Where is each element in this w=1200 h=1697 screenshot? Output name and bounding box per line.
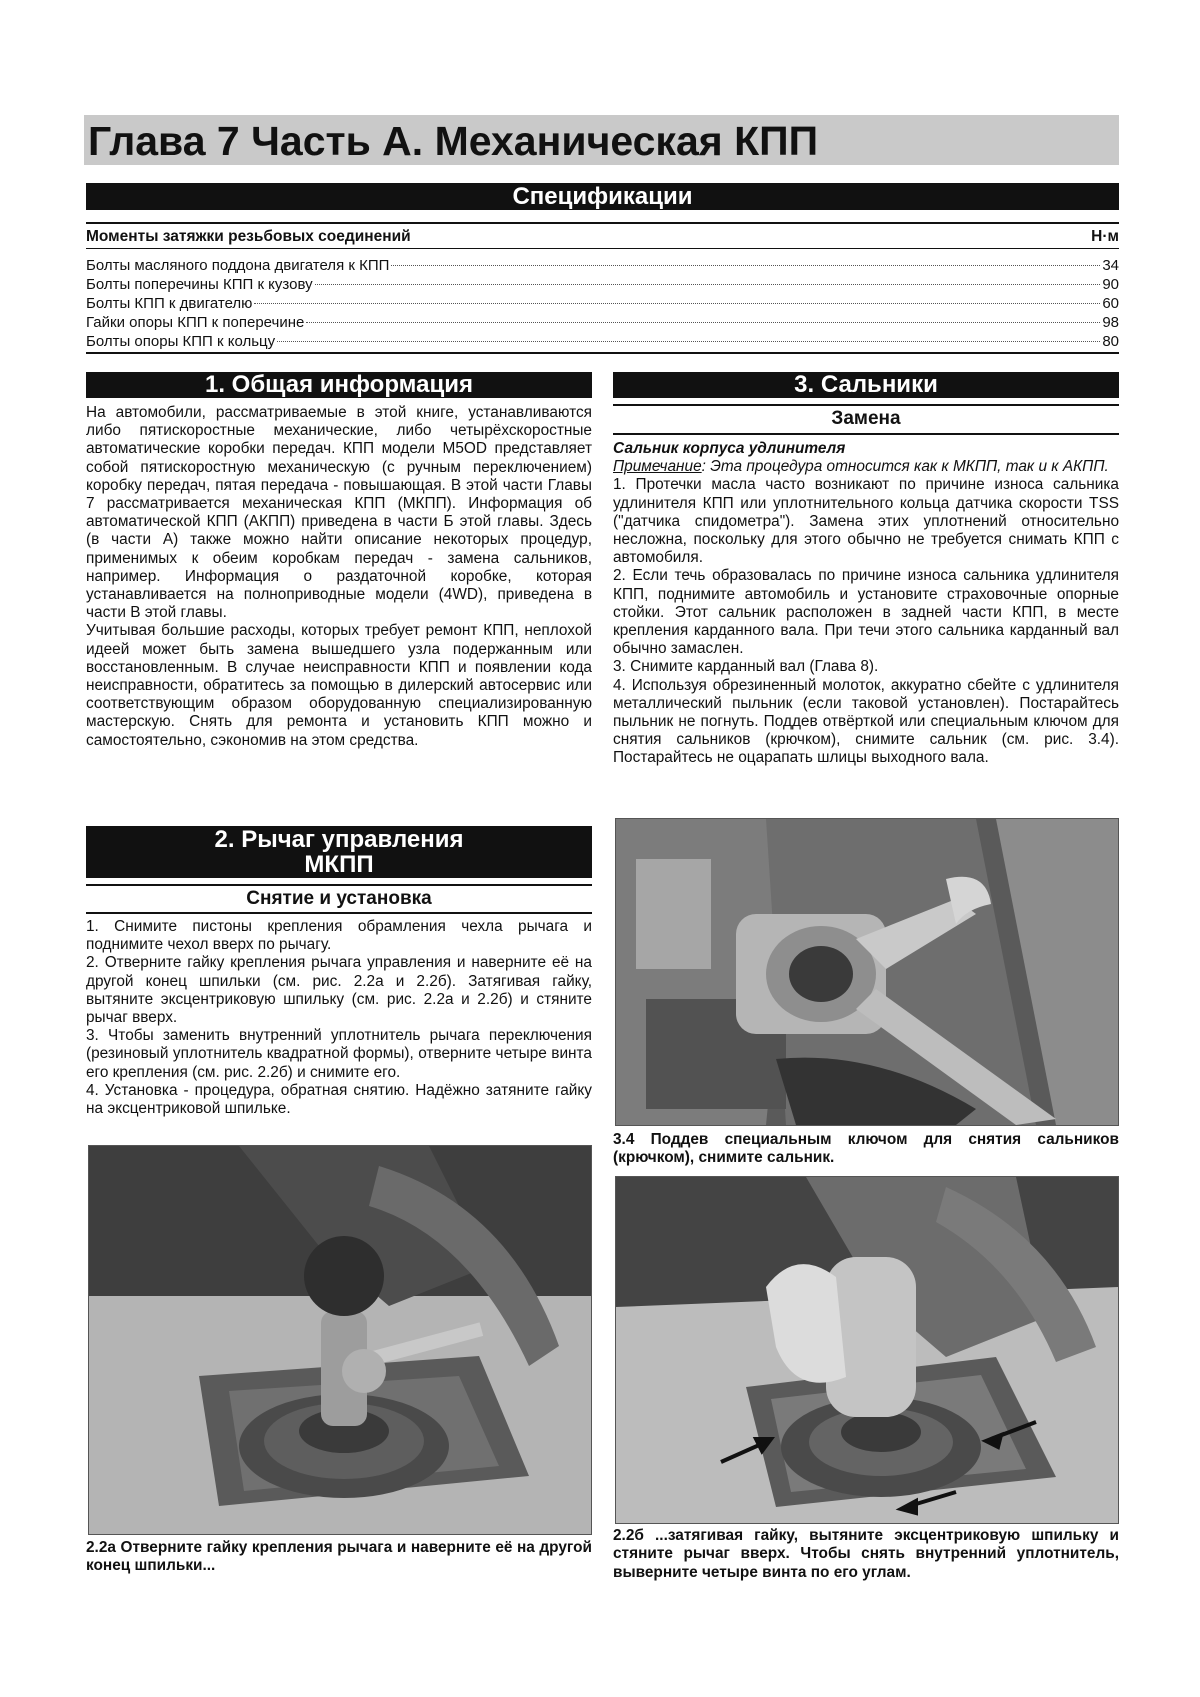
section3-step: 4. Используя обрезиненный молоток, аккуратно сбейте с удлинителя металлический пыльник (если таковой установлен). Постарайтесь пыльник не погнуть. Поддев отвёрткой или специальным ключом для снятия сальников (крючком), снимите сальник (см. рис. 3.4). Постарайтесь не оцарапать шлицы выходного вала. — [613, 676, 1119, 767]
section2-title-line2: МКПП — [304, 851, 374, 878]
specs-table-header — [86, 228, 1119, 249]
specs-row — [86, 294, 1119, 313]
section2-rule — [86, 884, 592, 886]
specs-row-label: Болты масляного поддона двигателя к КПП — [86, 257, 390, 274]
specs-row-value: 34 — [1102, 257, 1119, 274]
section2-title-bar — [86, 826, 592, 878]
section2-steps — [86, 918, 592, 1118]
section3-item-title: Сальник корпуса удлинителя — [613, 440, 846, 457]
section3-step: 2. Если течь образовалась по причине износа сальника удлинителя КПП, поднимите автомобиль и установите страховочные опорные стойки. Этот сальник расположен в задней части КПП, в месте крепления карданного вала. При течи этого сальника карданный вал обычно замаслен. — [613, 567, 1119, 658]
caption-2-2b: 2.2б ...затягивая гайку, вытяните эксцентриковую шпильку и стяните рычаг вверх. Чтобы снять внутренний уплотнитель, выверните четыре винта по его углам. — [613, 1527, 1119, 1581]
note-label: Примечание — [613, 458, 702, 476]
section3-text — [613, 440, 1119, 768]
section3-title: 3. Сальники — [794, 371, 938, 398]
section1-text — [86, 404, 592, 750]
photo-2-2b — [615, 1176, 1119, 1524]
specs-rule — [86, 222, 1119, 224]
section3-subtitle-rule — [613, 433, 1119, 435]
leader-dots — [391, 265, 1100, 266]
specs-row-label: Болты КПП к двигателю — [86, 295, 253, 312]
specs-header-label: Моменты затяжки резьбовых соединений — [86, 228, 411, 245]
section3-title-bar — [613, 372, 1119, 398]
specs-row — [86, 332, 1119, 351]
specs-bottom-rule — [86, 352, 1119, 354]
section1-title: 1. Общая информация — [205, 371, 473, 398]
specs-row — [86, 275, 1119, 294]
note-text: : Эта процедура относится как к МКПП, так и к АКПП. — [701, 458, 1109, 476]
specs-row-value: 60 — [1102, 295, 1119, 312]
photo-3-4 — [615, 818, 1119, 1126]
caption-2-2a: 2.2а Отверните гайку крепления рычага и наверните её на другой конец шпильки... — [86, 1539, 592, 1575]
specs-row-label: Болты опоры КПП к кольцу — [86, 333, 276, 350]
section2-subtitle-rule — [86, 912, 592, 914]
caption-3-4: 3.4 Поддев специальным ключом для снятия сальников (крючком), снимите сальник. — [613, 1131, 1119, 1167]
section2-step: 2. Отверните гайку крепления рычага управления и наверните её на другой конец шпильки (см. рис. 2.2а и 2.2б). Затягивая гайку, вытяните эксцентриковую шпильку (см. рис. 2.2а и 2.2б) и стяните рычаг вверх. — [86, 954, 592, 1027]
section3-step: 1. Протечки масла часто возникают по причине износа сальника удлинителя КПП или уплотнительного кольца датчика скорости TSS ("датчика спидометра"). Замена этих уплотнений относительно несложна, поскольку для этого обычно не требуется снимать КПП с автомобиля. — [613, 476, 1119, 567]
section2-title-line1: 2. Рычаг управления — [214, 826, 464, 853]
section2-step: 3. Чтобы заменить внутренний уплотнитель рычага переключения (резиновый уплотнитель квадратной формы), отверните четыре винта его крепления (см. рис. 2.2б) и снимите его. — [86, 1027, 592, 1081]
specs-row-value: 98 — [1102, 314, 1119, 331]
specs-row — [86, 313, 1119, 332]
specs-row-label: Болты поперечины КПП к кузову — [86, 276, 313, 293]
section1-title-bar — [86, 372, 592, 398]
chapter-title: Глава 7 Часть А. Механическая КПП — [84, 115, 1119, 165]
specs-header-unit: Н·м — [1091, 228, 1119, 245]
section1-paragraph: На автомобили, рассматриваемые в этой книге, устанавливаются либо пятискоростные механические, либо четырёхскоростные автоматические коробки передач. КПП модели M5OD представляет собой пятискоростную механическую (с ручным переключением) коробку передач, пятая передача - повышающая. В этой части Главы 7 рассматривается механическая КПП (МКПП). Информация об автоматической КПП (АКПП) приведена в части Б этой главы. Здесь (в части А) также можно найти описание некоторых процедур, применимых к обеим коробкам передач - замена сальников, например. Информация о раздаточной коробке, которая устанавливается на полноприводные модели (4WD), приведена в части В этой главы. — [86, 404, 592, 622]
specs-row-value: 80 — [1102, 333, 1119, 350]
specs-row — [86, 256, 1119, 275]
section3-step: 3. Снимите карданный вал (Глава 8). — [613, 658, 879, 676]
section2-step: 1. Снимите пистоны крепления обрамления чехла рычага и поднимите чехол вверх по рычагу. — [86, 918, 592, 954]
specs-row-value: 90 — [1102, 276, 1119, 293]
section1-paragraph: Учитывая большие расходы, которых требует ремонт КПП, неплохой идеей может быть замена вышедшего узла подержанным или восстановленным. В случае неисправности КПП и появлении кода неисправности, обратитесь за помощью в дилерский автосервис или соответствующим образом оборудованную специализированную мастерскую. Снять для ремонта и установить КПП можно и самостоятельно, сэкономив на этом средства. — [86, 622, 592, 749]
specs-title-bar — [86, 183, 1119, 210]
section2-subtitle: Снятие и установка — [246, 888, 432, 909]
section2-step: 4. Установка - процедура, обратная снятию. Надёжно затяните гайку на эксцентриковой шпильке. — [86, 1081, 592, 1118]
section3-subtitle: Замена — [831, 408, 901, 429]
section3-note — [613, 458, 1119, 476]
specs-title: Спецификации — [512, 183, 693, 210]
section3-rule — [613, 404, 1119, 406]
leader-dots — [315, 284, 1101, 285]
photo-2-2a — [88, 1145, 592, 1535]
specs-row-label: Гайки опоры КПП к поперечине — [86, 314, 305, 331]
leader-dots — [277, 341, 1100, 342]
leader-dots — [306, 322, 1100, 323]
specs-table — [86, 256, 1119, 351]
leader-dots — [254, 303, 1100, 304]
